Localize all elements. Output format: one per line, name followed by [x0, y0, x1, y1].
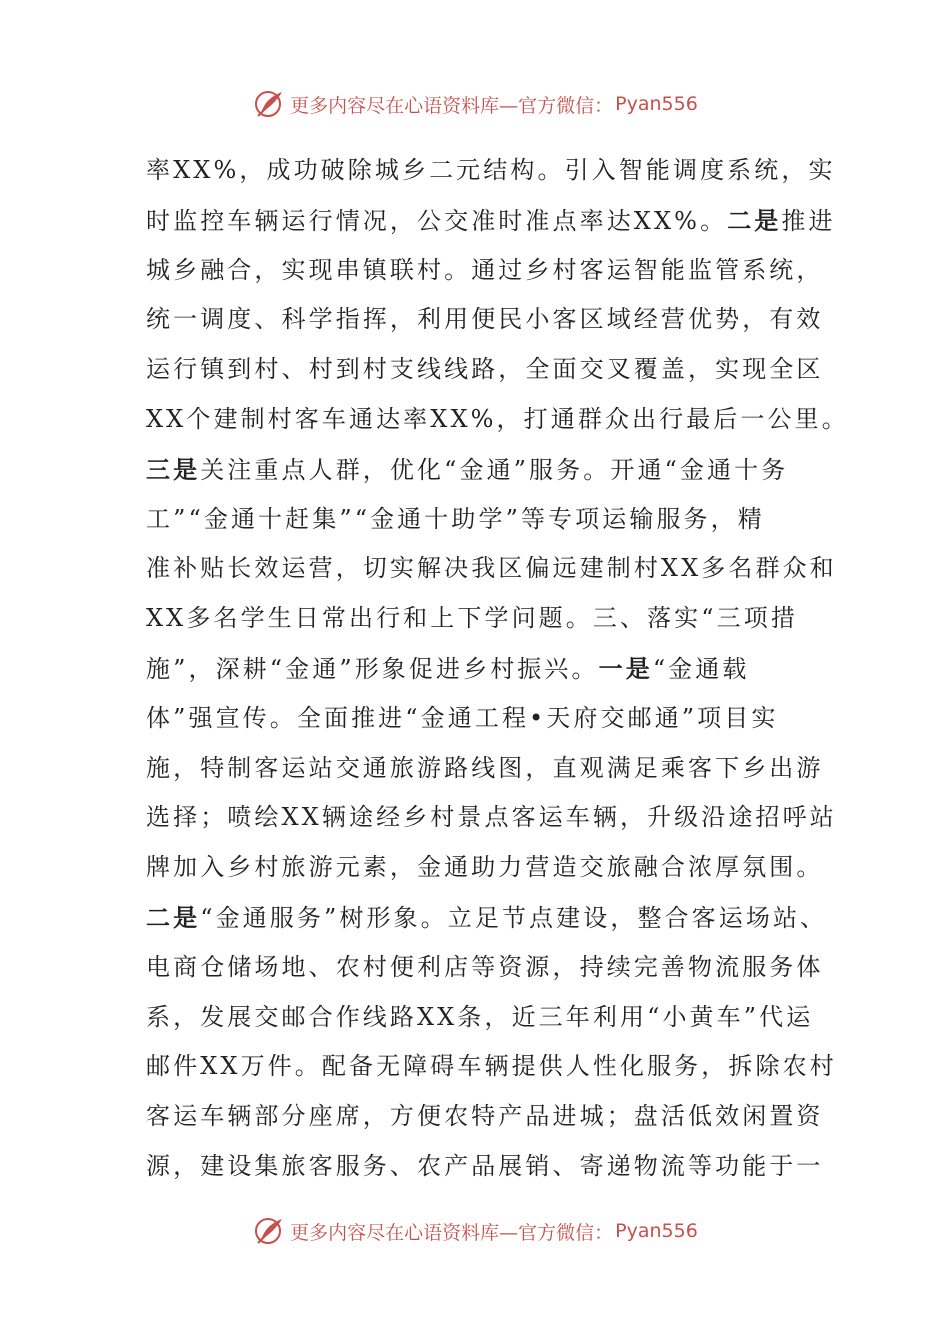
text-line [146, 1092, 824, 1142]
text-segment: 运行镇到村、村到村支线线路，全面交叉覆盖，实现全区 [146, 355, 824, 384]
text-line [146, 1042, 837, 1092]
text-line [146, 893, 828, 943]
text-segment: 准补贴长效运营，切实解决我区偏远建制村XX多名群众和 [146, 554, 837, 583]
text-line [146, 246, 824, 296]
text-segment: 施，特制客运站交通旅游路线图，直观满足乘客下乡出游 [146, 753, 824, 782]
pen-leaf-logo-icon [252, 87, 286, 121]
footer-banner [0, 1211, 950, 1251]
text-segment: 关注重点人群，优化“金通”服务。开通“金通十务 [200, 455, 789, 484]
text-segment: 施”，深耕“金通”形象促进乡村振兴。 [146, 654, 599, 683]
text-line [146, 993, 814, 1043]
banner-wechat-id: Pyan556 [615, 93, 698, 115]
text-line [146, 196, 836, 246]
banner-wechat-id: Pyan556 [615, 1220, 698, 1242]
text-line [146, 694, 806, 744]
text-segment: XX个建制村客车通达率XX%，打通群众出行最后一公里。 [146, 404, 849, 433]
text-segment: 系，发展交邮合作线路XX条，近三年利用“小黄车”代运 [146, 1002, 814, 1031]
text-line [146, 146, 836, 196]
text-line [146, 1142, 824, 1192]
text-segment: 电商仓储场地、农村便利店等资源，持续完善物流服务体 [146, 952, 824, 981]
banner-text: 更多内容尽在心语资料库—官方微信： [290, 1221, 614, 1244]
text-line [146, 943, 824, 993]
text-segment: 推进 [781, 206, 836, 235]
text-segment: XX多名学生日常出行和上下学问题。三、落实“三项措 [146, 604, 798, 633]
bold-marker: 二是 [727, 205, 782, 235]
text-segment: 统一调度、科学指挥，利用便民小客区域经营优势，有效 [146, 305, 824, 334]
text-segment: 工”“金通十赶集”“金通十助学”等专项运输服务，精 [146, 504, 765, 533]
text-segment: 体”强宣传。全面推进“金通工程•天府交邮通”项目实 [146, 703, 779, 732]
text-line [146, 395, 849, 445]
bold-marker: 三是 [146, 454, 201, 484]
text-segment: “金通服务”树形象。立足节点建设，整合客运场站、 [200, 903, 828, 932]
text-segment: 率XX%，成功破除城乡二元结构。引入智能调度系统，实 [146, 156, 836, 184]
text-line [146, 594, 806, 644]
banner-text: 更多内容尽在心语资料库—官方微信： [290, 94, 614, 117]
bold-marker: 一是 [598, 653, 653, 683]
text-line [146, 843, 824, 893]
text-line [146, 345, 824, 395]
text-segment: 客运车辆部分座席，方便农特产品进城；盘活低效闲置资 [146, 1102, 824, 1131]
document-body [146, 146, 849, 1192]
text-segment: 源，建设集旅客服务、农产品展销、寄递物流等功能于一 [146, 1151, 824, 1180]
text-line [146, 644, 806, 694]
text-segment: 时监控车辆运行情况，公交准时准点率达XX%。 [146, 206, 728, 235]
text-line [146, 445, 806, 495]
text-segment: 城乡融合，实现串镇联村。通过乡村客运智能监管系统， [146, 255, 824, 284]
text-segment: 牌加入乡村旅游元素，金通助力营造交旅融合浓厚氛围。 [146, 853, 824, 882]
text-segment: 邮件XX万件。配备无障碍车辆提供人性化服务，拆除农村 [146, 1052, 837, 1081]
text-line [146, 744, 824, 794]
header-banner [0, 84, 950, 124]
text-line [146, 495, 806, 545]
text-segment: 选择；喷绘XX辆途经乡村景点客运车辆，升级沿途招呼站 [146, 803, 837, 832]
text-segment: “金通载 [652, 654, 750, 683]
pen-leaf-logo-icon [252, 1214, 286, 1248]
text-line [146, 544, 837, 594]
text-line [146, 295, 824, 345]
bold-marker: 二是 [146, 902, 201, 932]
text-line [146, 793, 837, 843]
